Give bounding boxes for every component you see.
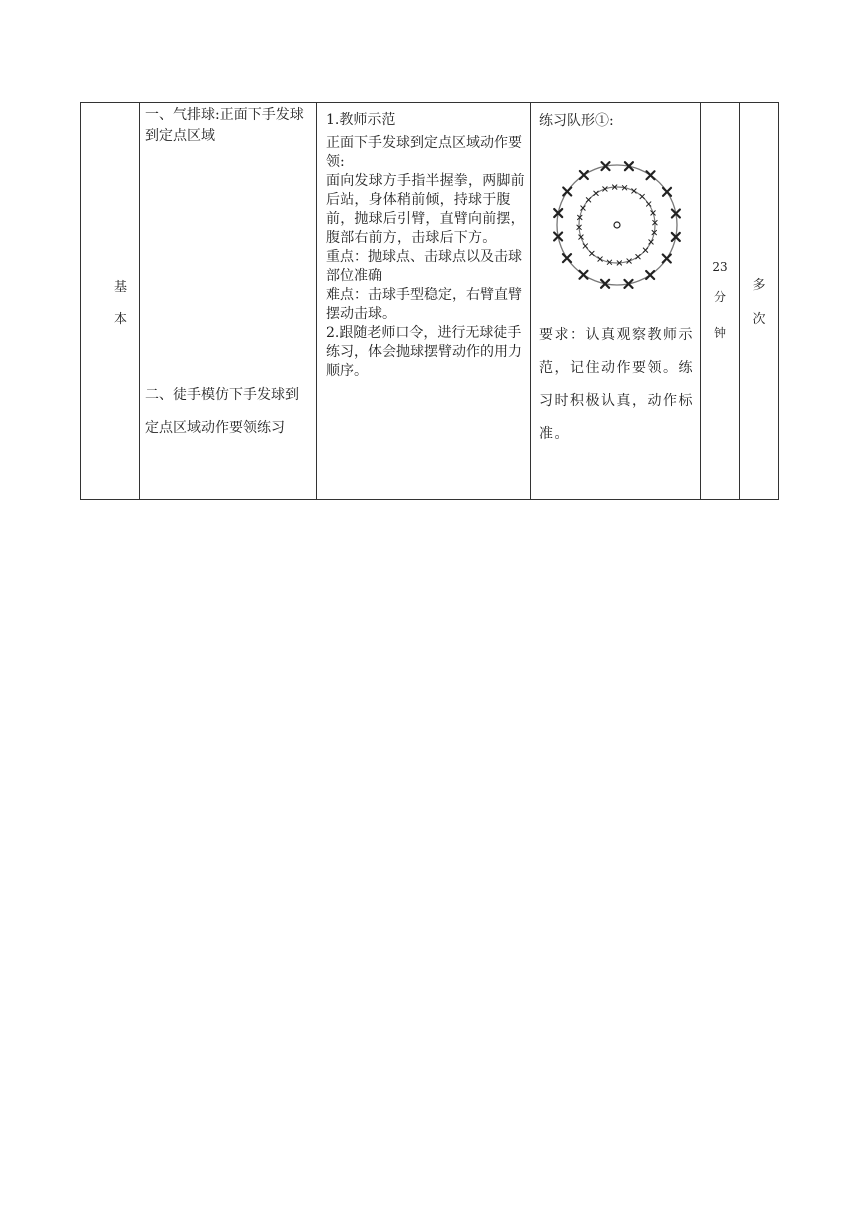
times-cell (740, 103, 779, 500)
player-marker (632, 189, 636, 193)
formation-title: 练习队形①: (539, 113, 614, 129)
lesson-plan-table (80, 102, 779, 500)
method-cell (317, 103, 531, 500)
player-marker (646, 202, 650, 206)
player-marker (649, 240, 653, 244)
player-marker (643, 248, 647, 252)
stage-char-2: 本 (114, 312, 128, 327)
time-unit-2: 钟 (713, 326, 726, 340)
method-line-2: 正面下手发球到定点区域动作要领: (326, 135, 522, 170)
formation-diagram (551, 153, 683, 289)
teacher-marker (614, 222, 620, 228)
time-cell (701, 103, 740, 500)
player-marker (636, 254, 640, 258)
player-marker (579, 271, 587, 279)
method-line-4: 重点：抛球点、击球点以及击球部位准确 (326, 249, 522, 284)
player-marker (563, 187, 571, 195)
content-item-2: 二、徒手模仿下手发球到定点区域动作要领练习 (145, 387, 299, 436)
times-char-1: 多 (752, 278, 766, 293)
player-marker (598, 257, 602, 261)
player-marker (663, 255, 671, 263)
player-marker (646, 271, 654, 279)
method-line-1: 1.教师示范 (326, 112, 396, 128)
method-line-3: 面向发球方手指半握拳，两脚前后站，身体稍前倾，持球于腹前，抛球后引臂，直臂向前摆，腹部右前方，击球后下方。 (326, 173, 525, 246)
player-marker (640, 194, 644, 198)
stage-char-1: 基 (114, 280, 128, 295)
player-marker (580, 171, 588, 179)
player-marker (594, 191, 598, 195)
player-marker (563, 254, 571, 262)
requirement-text: 要求：认真观察教师示范，记住动作要领。练习时积极认真，动作标准。 (539, 327, 694, 442)
player-marker (583, 244, 587, 248)
player-marker (581, 206, 585, 210)
time-unit-1: 分 (713, 290, 726, 304)
organization-cell (531, 103, 701, 500)
inner-circle (577, 185, 657, 265)
table-row (81, 103, 779, 500)
outer-circle (554, 162, 680, 288)
stage-cell (81, 103, 140, 500)
player-marker (586, 198, 590, 202)
method-line-5: 难点：击球手型稳定，右臂直臂摆动击球。 (326, 287, 522, 322)
content-cell (140, 103, 317, 500)
method-line-6: 2.跟随老师口令，进行无球徒手练习，体会抛球摆臂动作的用力顺序。 (326, 325, 522, 379)
player-marker (590, 251, 594, 255)
times-char-2: 次 (752, 312, 766, 327)
player-marker (663, 188, 671, 196)
player-marker (647, 171, 655, 179)
time-number: 23 (712, 260, 728, 274)
content-item-1: 一、气排球:正面下手发球到定点区域 (145, 107, 304, 144)
